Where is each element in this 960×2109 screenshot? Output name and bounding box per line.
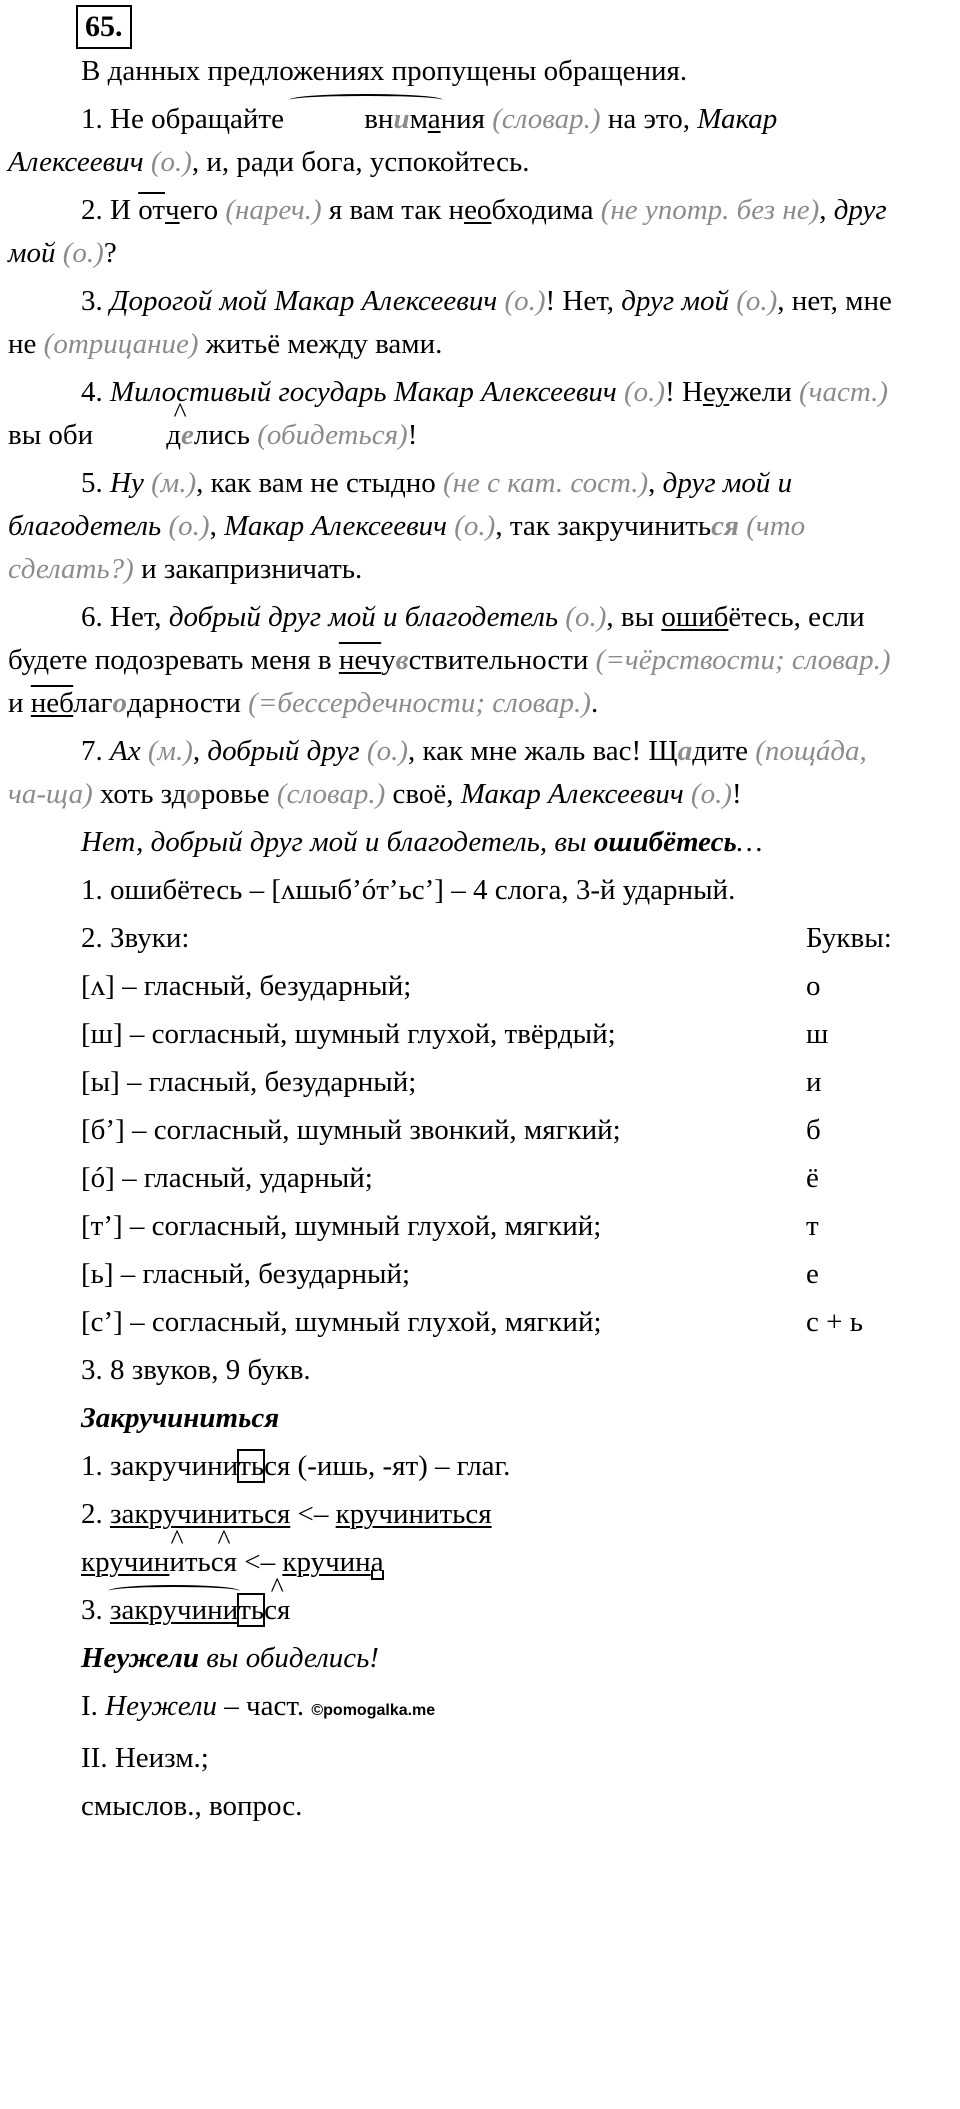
- phonetic-step-3: 3. 8 звуков, 9 букв.: [81, 1354, 311, 1386]
- sound-description: [с’] – согласный, шумный глухой, мягкий;: [81, 1306, 602, 1338]
- s7-c2: (о.): [359, 735, 408, 767]
- intro: В данных предложениях пропущены обращения.: [81, 55, 688, 87]
- s2-c3: (о.): [55, 237, 104, 269]
- s2-c1: (нареч.): [218, 194, 322, 226]
- sentence-3: [8, 280, 908, 366]
- part-1: [81, 1685, 908, 1732]
- s5-c2: (не с кат. сост.): [435, 467, 649, 499]
- s6-c1: (о.): [558, 601, 607, 633]
- w1-a: 1. закручини: [81, 1450, 239, 1482]
- s3-t3: житьё между вами.: [198, 328, 443, 360]
- s2-t2: ,: [819, 194, 834, 226]
- phonetic-row: [81, 965, 908, 1008]
- phonetic-row: [81, 1157, 908, 1200]
- s6-w10: дарности: [126, 687, 241, 719]
- s7-c1: (м.): [140, 735, 193, 767]
- s4-c3: (обидеться): [249, 419, 408, 451]
- s1-c1: (словар.): [485, 103, 601, 135]
- s1-c2: (о.): [143, 146, 192, 178]
- s7-w1: а: [677, 735, 693, 767]
- s3-c1: (о.): [497, 285, 546, 317]
- letter: о: [806, 970, 821, 1002]
- sound-description: [б’] – согласный, шумный звонкий, мягкий;: [81, 1114, 621, 1146]
- s3-address-2: друг мой: [621, 285, 729, 317]
- w2-a: закручиниться: [110, 1498, 291, 1530]
- s3-c3: (отрицание): [36, 328, 199, 360]
- phonetic-row: [81, 1109, 908, 1152]
- word-step-2b: [81, 1541, 908, 1584]
- w2b-e: кручин: [282, 1546, 371, 1578]
- word-step-2: [81, 1493, 908, 1536]
- s4-root: [93, 414, 194, 457]
- s7-address-2: добрый друг: [207, 735, 360, 767]
- s4-w2: жели: [729, 376, 792, 408]
- s7-text: 7.: [81, 735, 110, 767]
- sentence-4: [8, 371, 908, 457]
- s6-w3: неч: [338, 644, 382, 676]
- s7-address-1: Ах: [110, 735, 141, 767]
- sentence-2: [8, 189, 908, 275]
- s6-t3: .: [590, 687, 599, 719]
- w2b-c: ть: [184, 1546, 211, 1578]
- w3-ending: ть: [238, 1594, 265, 1626]
- sound-description: [ó] – гласный, ударный;: [81, 1162, 373, 1194]
- s3-t1: ! Нет,: [545, 285, 622, 317]
- s2-w4: ео: [464, 194, 492, 226]
- s5-c4: (о.): [447, 510, 496, 542]
- phonetic-row: [81, 1253, 908, 1296]
- s5-t2: ,: [648, 467, 663, 499]
- s4-t2: вы оби: [8, 419, 94, 451]
- w2-b: кручиниться: [335, 1498, 492, 1530]
- s3-text: 3.: [81, 285, 110, 317]
- w2-n: 2.: [81, 1498, 110, 1530]
- sound-description: [ʌ] – гласный, безударный;: [81, 970, 412, 1002]
- s1-w5: ния: [440, 103, 485, 135]
- s1-address: Макар Алексеевич: [8, 103, 778, 178]
- s7-c5: (о.): [683, 778, 732, 810]
- s4-text: 4.: [81, 376, 110, 408]
- s3-t2: , нет, мне не: [8, 285, 892, 360]
- letters-header: Буквы:: [806, 922, 892, 954]
- s2-address: друг мой: [8, 194, 887, 269]
- s1-t2: , и, ради бога, успокойтесь.: [191, 146, 530, 178]
- s5-t4: , так закручини: [495, 510, 686, 542]
- p1-n: I.: [81, 1690, 106, 1722]
- part-3: смыслов., вопрос.: [81, 1790, 303, 1822]
- s6-w4: у: [381, 644, 396, 676]
- part-2: II. Неизм.;: [81, 1742, 209, 1774]
- s6-w7: неб: [30, 687, 74, 719]
- word-analysis-heading: Закручиниться: [81, 1402, 280, 1434]
- s6-w9: о: [112, 687, 127, 719]
- phonetic-row: [81, 1301, 908, 1344]
- w1-ending: ть: [238, 1450, 265, 1482]
- phon-head-word: ошибётесь: [593, 826, 737, 858]
- watermark: ©pomogalka.me: [311, 1702, 436, 1719]
- s5-address-2: друг мой и благодетель: [8, 467, 793, 542]
- s3-address-1: Дорогой мой Макар Алексеевич: [110, 285, 498, 317]
- s2-w5: бходима: [491, 194, 594, 226]
- sentence-6: [8, 596, 908, 725]
- s6-t2: и: [8, 687, 31, 719]
- s5-w2: ся: [711, 510, 739, 542]
- phonetic-columns-header: [81, 917, 908, 960]
- s7-w4: ровье: [200, 778, 270, 810]
- s6-w5: в: [395, 644, 409, 676]
- phonetic-row: [81, 1205, 908, 1248]
- s5-c1: (м.): [143, 467, 197, 499]
- w2b-arrow: <–: [237, 1546, 283, 1578]
- s1-w3: м: [409, 103, 428, 135]
- w3-c: ^ ся: [264, 1589, 290, 1632]
- s5-w1: ть: [685, 510, 712, 542]
- sounds-header: 2. Звуки:: [81, 922, 190, 954]
- letter: е: [806, 1258, 819, 1290]
- phon-head-text: Нет, добрый друг мой и благодетель, вы: [81, 826, 594, 858]
- s4-t1: ! Н: [665, 376, 703, 408]
- w1-c: ся (-ишь, -ят) – глаг.: [264, 1450, 511, 1482]
- w2b-f: а: [371, 1541, 384, 1584]
- exercise-number: 65.: [76, 5, 132, 49]
- p1-b: – част.: [217, 1690, 305, 1722]
- phonetic-row: [81, 1061, 908, 1104]
- s7-t3: хоть зд: [92, 778, 187, 810]
- sentence-7: [8, 730, 908, 816]
- s1-w4: а: [427, 103, 441, 135]
- s4-address: Милостивый государь Макар Алексеевич: [110, 376, 617, 408]
- w3-n: 3.: [81, 1594, 110, 1626]
- s7-t1: ,: [192, 735, 208, 767]
- document-body: [8, 50, 908, 1833]
- s7-w2: дите: [692, 735, 749, 767]
- letter: ш: [806, 1018, 829, 1050]
- s4-w3: д: [166, 419, 181, 451]
- s5-t3: ,: [209, 510, 225, 542]
- s6-t1: , вы: [606, 601, 662, 633]
- s6-c2: (=чёрствости; словар.): [588, 644, 891, 676]
- w2b-d: ^ ся: [211, 1541, 237, 1584]
- s1-t1: на это,: [600, 103, 698, 135]
- s4-c1: (о.): [616, 376, 666, 408]
- w2b-a: кручин: [81, 1546, 170, 1578]
- sent-head-rest: вы обиделись!: [198, 1642, 379, 1674]
- s6-w2: ётесь, если будете подозревать меня в: [8, 601, 865, 676]
- s2-c2: (не употр. без не): [593, 194, 820, 226]
- sentence-5: [8, 462, 908, 591]
- s7-c4: (словар.): [269, 778, 386, 810]
- phonetic-rows: [8, 965, 908, 1344]
- s7-address-3: Макар Алексеевич: [460, 778, 684, 810]
- s4-t3: !: [407, 419, 418, 451]
- s4-c2: (част.): [791, 376, 889, 408]
- s7-t4: своё,: [385, 778, 461, 810]
- s5-c5: (что сделать?): [8, 510, 806, 585]
- s6-c3: (=бессердечности; словар.): [240, 687, 591, 719]
- s7-t2: , как мне жаль вас! Щ: [408, 735, 678, 767]
- s5-address-3: Макар Алексеевич: [224, 510, 447, 542]
- s5-address-1: Ну: [110, 467, 144, 499]
- s1-text: 1. Не обращайте: [81, 103, 292, 135]
- phonetic-heading: [8, 821, 908, 864]
- s7-c3: (пощáда, ча-ща): [8, 735, 867, 810]
- s6-address: добрый друг мой и благодетель: [168, 601, 559, 633]
- phon-head-end: …: [736, 826, 763, 858]
- w2-arrow: <–: [290, 1498, 336, 1530]
- sound-description: [ш] – согласный, шумный глухой, твёрдый;: [81, 1018, 616, 1050]
- letter: с + ь: [806, 1306, 863, 1338]
- s5-c3: (о.): [161, 510, 210, 542]
- sentence-1: [8, 98, 908, 184]
- s4-vowel: е: [180, 419, 194, 451]
- s5-t1: , как вам не стыдно: [196, 467, 436, 499]
- s1-vowel: и: [393, 103, 410, 135]
- s7-w3: о: [186, 778, 201, 810]
- s5-text: 5.: [81, 467, 110, 499]
- p1-a: Неужели: [105, 1690, 218, 1722]
- s5-t5: и закапризничать.: [133, 553, 363, 585]
- s2-t1: я вам так н: [321, 194, 465, 226]
- sound-description: [ы] – гласный, безударный;: [81, 1066, 417, 1098]
- letter: и: [806, 1066, 822, 1098]
- s6-w1: ошиб: [661, 601, 729, 633]
- s4-w1: еу: [702, 376, 730, 408]
- w3-a: закручини: [110, 1589, 238, 1632]
- sent-head-bold: Неужели: [81, 1642, 199, 1674]
- s7-t5: !: [732, 778, 742, 810]
- letter: ё: [806, 1162, 819, 1194]
- sound-description: [т’] – согласный, шумный глухой, мягкий;: [81, 1210, 602, 1242]
- sound-description: [ь] – гласный, безударный;: [81, 1258, 411, 1290]
- letter: б: [806, 1114, 821, 1146]
- s2-text: 2. И: [81, 194, 139, 226]
- s1-root: [291, 98, 440, 141]
- s2-w2: ч: [165, 194, 180, 226]
- s1-w1: вн: [364, 103, 394, 135]
- s4-w5: лись: [193, 419, 250, 451]
- s6-w6: ствительности: [408, 644, 589, 676]
- s3-c2: (о.): [728, 285, 778, 317]
- s2-w3: его: [179, 194, 219, 226]
- phonetic-step-1: 1. ошибётесь – [ʌшыб’óт’ьс’] – 4 слога, 3-й ударный.: [81, 874, 736, 906]
- phonetic-row: [81, 1013, 908, 1056]
- s6-w8: лаг: [73, 687, 113, 719]
- sentence-analysis-heading: [81, 1637, 908, 1680]
- s2-t3: ?: [103, 237, 117, 269]
- s6-text: 6. Нет,: [81, 601, 169, 633]
- s2-w1: от: [138, 194, 165, 226]
- word-step-3: [81, 1589, 908, 1632]
- word-step-1: [81, 1445, 908, 1488]
- w2b-b: ^ и: [169, 1541, 185, 1584]
- letter: т: [806, 1210, 819, 1242]
